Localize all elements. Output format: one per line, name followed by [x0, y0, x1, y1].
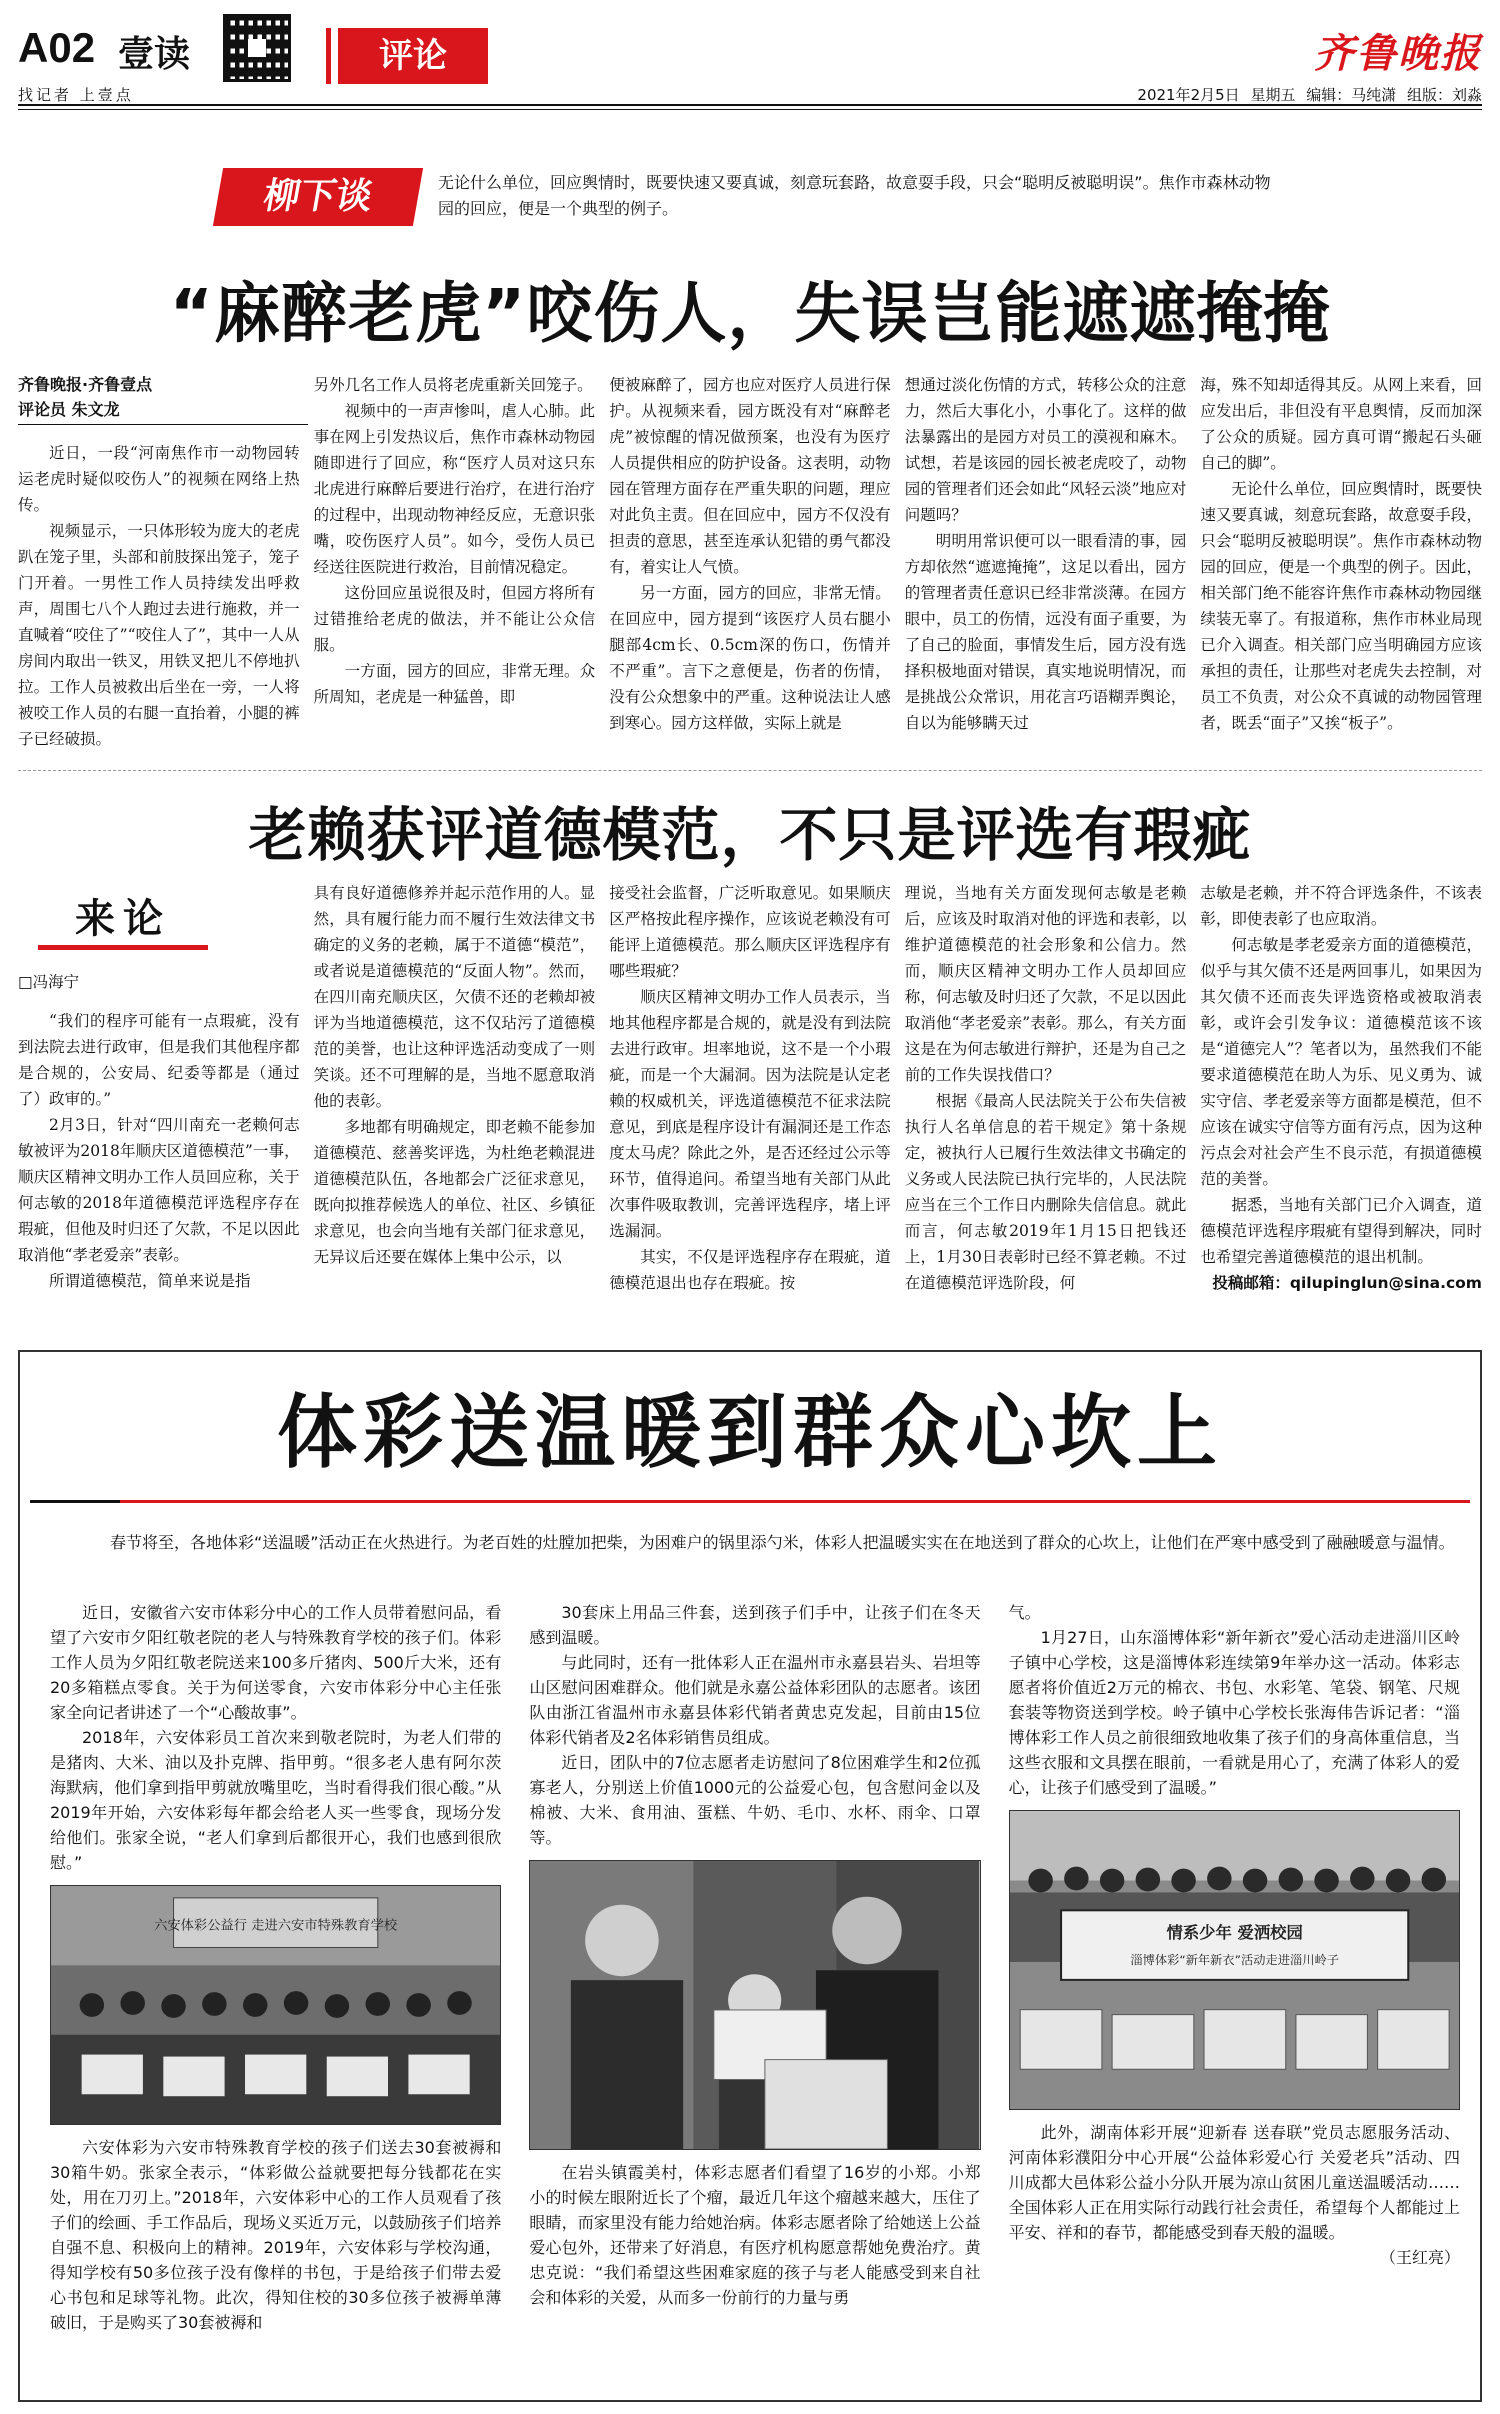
- qr-code-icon[interactable]: [223, 14, 291, 82]
- photo-school-event[interactable]: [1009, 1810, 1460, 2110]
- page-number: A02: [18, 24, 96, 71]
- paragraph: 理说，当地有关方面发现何志敏是老赖后，应该及时取消对他的评选和表彰，以维护道德模范的社会形象和公信力。然而，顺庆区精神文明办工作人员却回应称，何志敏及时归还了欠款，不足以因此取消他“孝老爱亲”表彰。那么，有关方面这是在为何志敏进行辩护，还是为自己之前的工作失误找借口？: [904, 884, 1187, 1084]
- photo-caption: 此外，湖南体彩开展“迎新春 送春联”党员志愿服务活动、河南体彩濮阳分中心开展“公益体彩爱心行 关爱老兵”活动、四川成都大邑体彩公益小分队开展为凉山贫困儿童送温暖活动……全国体彩人正在用实际行动践行社会责任，希望每个人都能过上平安、祥和的春节，都能感受到春天般的温暖。: [1008, 2123, 1460, 2242]
- paragraph: 其实，不仅是评选程序存在瑕疵，道德模范退出也存在瑕疵。按: [609, 1248, 891, 1292]
- masthead-rule: [18, 104, 1482, 110]
- photo-banner: 六安体彩公益行 走进六安市特殊教育学校: [154, 1918, 398, 1934]
- signature: （王红亮）: [1379, 2248, 1460, 2267]
- paragraph: 气。: [1008, 1603, 1041, 1622]
- paragraph: 便被麻醉了，园方也应对医疗人员进行保护。从视频来看，园方既没有对“麻醉老虎”被惊醒的情况做预案，也没有为医疗人员提供相应的防护设备。这表明，动物园在管理方面存在严重失职的问题，理应对此负主责。但在回应中，园方不仅没有担责的意思，甚至连承认犯错的勇气都没有，着实让人气愤。: [609, 376, 891, 576]
- article-body: [18, 880, 1482, 1340]
- paragraph: 接受社会监督，广泛听取意见。如果顺庆区严格按此程序操作，应该说老赖没有可能评上道德模范。那么顺庆区评选程序有哪些瑕疵？: [609, 884, 891, 980]
- feature-column: [1009, 1600, 1460, 2390]
- paragraph: 海，殊不知却适得其反。从网上来看，回应发出后，非但没有平息舆情，反而加深了公众的质疑。园方真可谓“搬起石头砸自己的脚”。: [1200, 376, 1482, 472]
- paragraph: 多地都有明确规定，即老赖不能参加道德模范、慈善奖评选，为杜绝老赖混进道德模范队伍，各地都会广泛征求意见，既向拟推荐候选人的单位、社区、乡镇征求意见，也会向当地有关部门征求意见，无异议后还要在媒体上集中公示，以: [313, 1118, 596, 1266]
- byline-author: 评论员 朱文龙: [18, 400, 120, 419]
- byline-org: 齐鲁晚报·齐鲁壹点: [18, 375, 153, 394]
- text-column: [18, 440, 300, 764]
- paragraph: 据悉，当地有关部门已介入调查，道德模范评选程序瑕疵有望得到解决，同时也希望完善道德模范的退出机制。: [1200, 1196, 1482, 1266]
- paragraph: “我们的程序可能有一点瑕疵，没有到法院去进行政审，但是我们其他程序都是合规的，公安局、纪委等都是（通过了）政审的。”: [18, 1012, 300, 1108]
- paper-logo: 齐鲁晚报: [1314, 30, 1482, 77]
- photo-banner-line1: 情系少年 爱洒校园: [1166, 1923, 1303, 1943]
- text-column: [905, 880, 1187, 1340]
- paragraph: 30套床上用品三件套，送到孩子们手中，让孩子们在冬天感到温暖。: [529, 1603, 981, 1647]
- paragraph: 一方面，园方的回应，非常无理。众所周知，老虎是一种猛兽，即: [313, 662, 596, 706]
- text-column: [18, 1008, 300, 1340]
- column-tag: 来论: [38, 894, 208, 950]
- text-column: [905, 372, 1187, 764]
- divider: [18, 770, 1482, 771]
- photo-caption: 在岩头镇霞美村，体彩志愿者们看望了16岁的小郑。小郑小的时候左眼附近长了个瘤，最近几年这个瘤越来越大，压住了眼睛，而家里没有能力给她治病。体彩志愿者除了给她送上公益爱心包外，还带来了好消息，有医疗机构愿意帮她免费治疗。黄忠克说：“我们希望这些困难家庭的孩子与老人能感受到来自社会和体彩的关爱，从而多一份前行的力量与勇: [529, 2163, 981, 2307]
- paragraph: 另一方面，园方的回应，非常无情。在回应中，园方提到“该医疗人员右腿小腿部4cm长、0.5cm深的伤口，伤情并不严重”。言下之意便是，伤者的伤情，没有公众想象中的严重。这种说法让人感到寒心。园方这样做，实际上就是: [609, 584, 891, 732]
- paragraph: 志敏是老赖，并不符合评选条件，不该表彰，即使表彰了也应取消。: [1200, 884, 1482, 928]
- column-tag: 柳下谈: [213, 168, 423, 226]
- headline: 体彩送温暖到群众心坎上: [277, 1385, 1223, 1479]
- article-intro: 春节将至，各地体彩“送温暖”活动正在火热进行。为老百姓的灶膛加把柴，为困难户的锅里添勺米，体彩人把温暖实实在在地送到了群众的心坎上，让他们在严寒中感受到了融融暖意与温情。: [110, 1533, 1455, 1552]
- headline: 老赖获评道德模范，不只是评选有瑕疵: [248, 801, 1252, 869]
- text-column: [314, 372, 596, 764]
- text-column: [1200, 880, 1482, 1340]
- paragraph: 这份回应虽说很及时，但园方将所有过错推给老虎的做法，并不能让公众信服。: [313, 584, 596, 654]
- article-intro: 无论什么单位，回应舆情时，既要快速又要真诚，刻意玩套路，故意耍手段，只会“聪明反被聪明误”。焦作市森林动物园的回应，便是一个典型的例子。: [438, 173, 1271, 218]
- masthead: [18, 14, 1482, 109]
- paragraph: 顺庆区精神文明办工作人员表示，当地其他程序都是合规的，就是没有到法院去进行政审。坦率地说，这不是一个小瑕疵，而是一个大漏洞。因为法院是认定老赖的权威机关，评选道德模范不征求法院意见，到底是程序设计有漏洞还是工作态度太马虎？除此之外，是否还经过公示等环节，值得追问。希望当地有关部门从此次事件吸取教训，完善评选程序，堵上评选漏洞。: [609, 988, 891, 1240]
- paragraph: 视频中的一声声惨叫，虐人心肺。此事在网上引发热议后，焦作市森林动物园随即进行了回应，称“医疗人员对这只东北虎进行麻醉后要进行治疗，在进行治疗的过程中，出现动物神经反应，无意识张嘴，咬伤医疗人员”。如今，受伤人员已经送往医院进行救治，目前情况稳定。: [313, 402, 596, 576]
- paragraph: 想通过淡化伤情的方式，转移公众的注意力，然后大事化小，小事化了。这样的做法暴露出的是园方对员工的漠视和麻木。试想，若是该园的园长被老虎咬了，动物园的管理者们还会如此“风轻云淡”地应对问题吗？: [904, 376, 1187, 524]
- paragraph: 视频显示，一只体形较为庞大的老虎趴在笼子里，头部和前肢探出笼子，笼子门开着。一男性工作人员持续发出呼救声，周围七八个人跑过去进行施救，并一直喊着“咬住了”“咬住人了”，其中一人从房间内取出一铁叉，用铁叉把儿不停地扒拉。工作人员被救出后坐在一旁，一人将被咬工作人员的右腿一直抬着，小腿的裤子已经破损。: [18, 522, 300, 748]
- photo-students[interactable]: [50, 1885, 501, 2125]
- text-column: [609, 372, 891, 764]
- paragraph: 具有良好道德修养并起示范作用的人。显然，具有履行能力而不履行生效法律文书确定的义务的老赖，属于不道德“模范”，或者说是道德模范的“反面人物”。然而，在四川南充顺庆区，欠债不还的老赖却被评为当地道德模范，这不仅玷污了道德模范的美誉，也让这种评选活动变成了一则笑谈。还不可理解的是，当地不愿意取消他的表彰。: [313, 884, 596, 1110]
- paragraph: 近日，团队中的7位志愿者走访慰问了8位困难学生和2位孤寡老人，分别送上价值1000元的公益爱心包，包含慰问金以及棉被、大米、食用油、蛋糕、牛奶、毛巾、水杯、雨伞、口罩等。: [529, 1753, 981, 1847]
- paragraph: 与此同时，还有一批体彩人正在温州市永嘉县岩头、岩坦等山区慰问困难群众。他们就是永嘉公益体彩团队的志愿者。该团队由浙江省温州市永嘉县体彩代销者黄忠克发起，目前由15位体彩代销者及2名体彩销售员组成。: [529, 1653, 981, 1747]
- text-column: [1200, 372, 1482, 764]
- headline: “麻醉老虎”咬伤人，失误岂能遮遮掩掩: [169, 275, 1331, 352]
- photo-banner-line2: 淄博体彩“新年新衣”活动走进淄川岭子: [1130, 1953, 1339, 1967]
- date-line: 2021年2月5日 星期五 编辑：马纯潇 组版：刘淼: [1137, 86, 1482, 104]
- paragraph: 何志敏是孝老爱亲方面的道德模范，似乎与其欠债不还是两回事儿，如果因为其欠债不还而丧失评选资格或被取消表彰，或许会引发争议：道德模范该不该是“道德完人”？笔者以为，虽然我们不能要求道德模范在助人为乐、见义勇为、诚实守信、孝老爱亲等方面都是模范，但不应该在诚实守信等方面有污点，因为这种污点会对社会产生不良示范，有损道德模范的美誉。: [1200, 936, 1482, 1188]
- paragraph: 2月3日，针对“四川南充一老赖何志敏被评为2018年顺庆区道德模范”一事，顺庆区精神文明办工作人员回应称，关于何志敏的2018年道德模范评选程序存在瑕疵，但他及时归还了欠款，不足以因此取消他“孝老爱亲”表彰。: [18, 1116, 300, 1264]
- feature-column: [50, 1600, 501, 2390]
- photo-caption: 六安体彩为六安市特殊教育学校的孩子们送去30套被褥和30箱牛奶。张家全表示，“体彩做公益就要把每分钱都花在实处，用在刀刃上。”2018年，六安体彩中心的工作人员观看了孩子们的绘画、手工作品后，现场义买近万元，以鼓励孩子们培养自强不息、积极向上的精神。2019年，六安体彩与学校沟通，得知学校有50多位孩子没有像样的书包，于是给孩子们带去爱心书包和足球等礼物。此次，得知住校的30多位孩子被褥单薄破旧，于是购买了30套被褥和: [50, 2138, 502, 2332]
- photo-volunteers[interactable]: [529, 1860, 980, 2150]
- paragraph: 所谓道德模范，简单来说是指: [49, 1272, 251, 1290]
- paragraph: 近日，一段“河南焦作市一动物园转运老虎时疑似咬伤人”的视频在网络上热传。: [18, 444, 300, 514]
- feature-body: [50, 1600, 1460, 2390]
- text-column: [314, 880, 596, 1340]
- article-body: [18, 372, 1482, 764]
- paragraph: 无论什么单位，回应舆情时，既要快速又要真诚，刻意玩套路，故意耍手段，只会“聪明反被聪明误”。焦作市森林动物园的回应，便是一个典型的例子。因此，相关部门绝不能容许焦作市森林动物园继续装无辜了。有报道称，焦作市林业局现已介入调查。相关部门应当明确园方应该承担的责任，让那些对老虎失去控制，对员工不负责，对公众不真诚的动物园管理者，既丢“面子”又挨“板子”。: [1200, 480, 1482, 732]
- column-tab: 评论: [338, 28, 488, 84]
- feature-column: [529, 1600, 980, 2390]
- submission-email[interactable]: 投稿邮箱：qilupinglun@sina.com: [1212, 1274, 1482, 1292]
- text-column: [609, 880, 891, 1340]
- author: □冯海宁: [18, 973, 80, 991]
- paragraph: 2018年，六安体彩员工首次来到敬老院时，为老人们带的是猪肉、大米、油以及扑克牌、指甲剪。“很多老人患有阿尔茨海默病，他们拿到指甲剪就放嘴里吃，当时看得我们很心酸。”从2019年开始，六安体彩每年都会给老人买一些零食，现场分发给他们。张家全说，“老人们拿到后都很开心，我们也感到很欣慰。”: [50, 1728, 502, 1872]
- paragraph: 1月27日，山东淄博体彩“新年新衣”爱心活动走进淄川区岭子镇中心学校，这是淄博体彩连续第9年举办这一活动。体彩志愿者将价值近2万元的棉衣、书包、水彩笔、笔袋、钢笔、尺规套装等物资送到学校。岭子镇中心学校长张海伟告诉记者：“淄博体彩工作人员之前很细致地收集了孩子们的身高体重信息，当这些衣服和文具摆在眼前，一看就是用心了，充满了体彩人的爱心，让孩子们感受到了温暖。”: [1008, 1628, 1460, 1797]
- paragraph: 近日，安徽省六安市体彩分中心的工作人员带着慰问品，看望了六安市夕阳红敬老院的老人与特殊教育学校的孩子们。体彩工作人员为夕阳红敬老院送来100多斤猪肉、500斤大米，还有20多箱糕点零食。关于为何送零食，六安市体彩分中心主任张家全向记者讲述了一个“心酸故事”。: [50, 1603, 502, 1722]
- paragraph: 根据《最高人民法院关于公布失信被执行人名单信息的若干规定》第十条规定，被执行人已履行生效法律文书确定的义务或人民法院已执行完毕的，人民法院应当在三个工作日内删除失信信息。就此而言，何志敏2019年1月15日把钱还上，1月30日表彰时已经不算老赖。不过在道德模范评选阶段，何: [904, 1092, 1187, 1292]
- section-name: 壹读: [118, 34, 191, 75]
- paragraph: 明明用常识便可以一眼看清的事，园方却依然“遮遮掩掩”，这足以看出，园方的管理者责任意识已经非常淡薄。在园方眼中，员工的伤情，远没有面子重要，为了自己的脸面，事情发生后，园方没有选择积极地面对错误，真实地说明情况，而是挑战公众常识，用花言巧语糊弄舆论，自以为能够瞒天过: [904, 532, 1187, 732]
- paragraph: 另外几名工作人员将老虎重新关回笼子。: [313, 376, 593, 394]
- slogan: 找记者 上壹点: [18, 86, 134, 104]
